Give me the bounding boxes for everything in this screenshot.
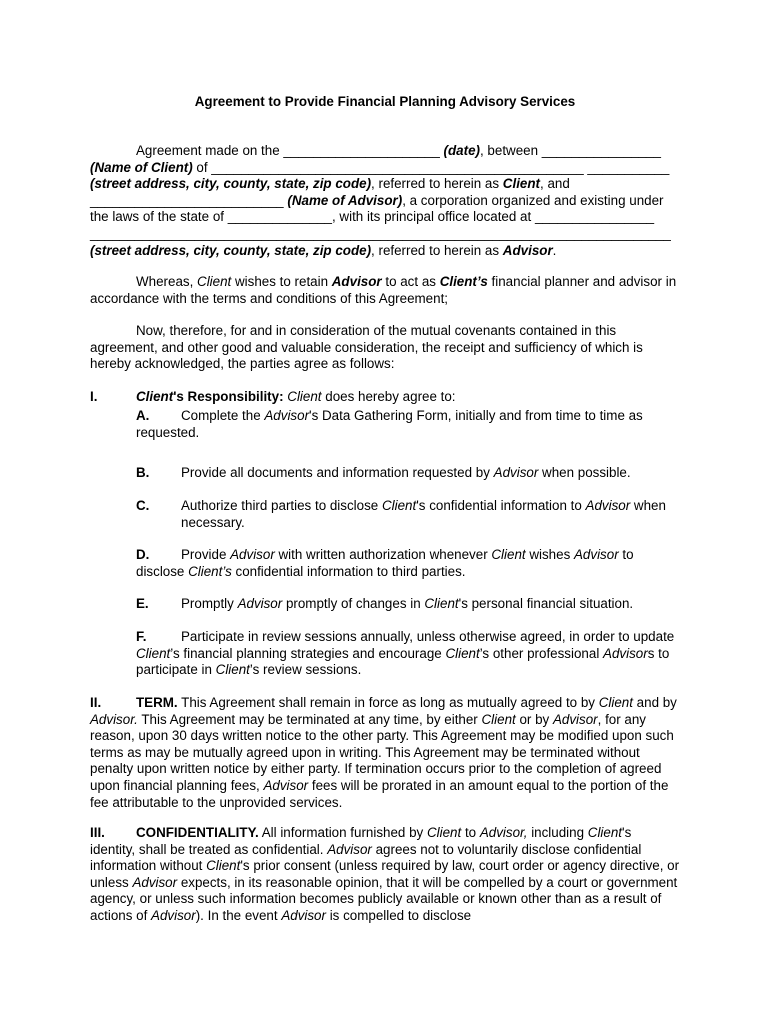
text-fragment: Advisor [327, 841, 372, 857]
text-fragment: Advisor [574, 547, 619, 562]
text-fragment: expects, in its reasonable opinion, that it will be compelled by a court or government agency, or unless such information becomes publicly available or known other than as a result of actions of [90, 874, 678, 923]
document-title: Agreement to Provide Financial Planning Advisory Services [194, 94, 576, 109]
text-fragment: Client’s [439, 274, 488, 289]
text-fragment: Client [502, 176, 540, 192]
text-fragment: to act as [381, 274, 440, 289]
text-fragment: . [552, 242, 557, 258]
text-fragment: ’s review sessions. [249, 662, 362, 678]
text-fragment: Client [136, 389, 174, 404]
text-fragment: to disclose [136, 547, 634, 579]
text-fragment: Client [424, 596, 459, 611]
text-fragment: does hereby agree to: [321, 389, 456, 404]
text-fragment: of [192, 159, 212, 175]
text-fragment: Client [206, 858, 241, 874]
text-fragment: Provide [181, 547, 231, 562]
now-therefore-paragraph [90, 323, 680, 373]
text-fragment: Promptly [181, 596, 238, 611]
text-fragment: Client [136, 645, 171, 661]
text-fragment: Advisor [331, 274, 382, 289]
text-fragment: Authorize third parties to disclose [181, 498, 382, 513]
client-address-blank[interactable]: __________________________________________________ [211, 159, 584, 175]
section-1-item-c [136, 498, 680, 531]
text-fragment: , for any reason, upon 30 days written notice to the other party. This Agreement may be modified upon such terms as may be mutually agreed upon in writing. This Agreement may be terminated without penalty upon written notice by either party. If termination occurs prior to the completion of agreed upon financial planning fees, [90, 711, 674, 793]
text-fragment: (Name of Client) [90, 159, 193, 175]
text-fragment: Client [215, 662, 250, 678]
text-fragment: Participate in review sessions annually, unless otherwise agreed, in order to update [181, 629, 675, 644]
text-fragment: III. [90, 825, 105, 840]
text-fragment: ). In the event [195, 907, 282, 923]
date-blank[interactable]: _____________________ [283, 143, 440, 158]
text-fragment: II. [90, 695, 102, 710]
text-fragment: This Agreement shall remain in force as long as mutually agreed to by [177, 695, 599, 710]
text-fragment: Client [381, 498, 417, 513]
text-fragment: Advisor. [90, 711, 138, 727]
text-fragment: Advisor [230, 547, 275, 562]
state-blank[interactable]: ______________ [227, 209, 332, 225]
text-fragment: B. [136, 465, 150, 480]
text-fragment: Advisor [132, 874, 178, 890]
text-fragment: Advisor [603, 645, 648, 661]
text-fragment: , and [540, 176, 570, 192]
advisor-name-blank[interactable]: __________________________ [90, 192, 284, 208]
text-fragment: fees will be prorated in an amount equal to the portion of the fee attributable to the unprovided services. [90, 777, 669, 810]
text-fragment: F. [136, 629, 147, 644]
text-fragment: I. [90, 389, 98, 404]
text-fragment: Advisor [237, 596, 283, 611]
whereas-paragraph [90, 274, 680, 307]
section-1-item-a [136, 408, 680, 441]
office-blank[interactable]: ________________ [534, 209, 655, 225]
text-fragment: or by [515, 711, 553, 727]
advisor-address-blank[interactable]: ______________________________________________________________________________ [90, 225, 671, 241]
text-fragment: Advisor [585, 498, 631, 513]
text-fragment: Client [445, 645, 480, 661]
text-fragment: when necessary. [181, 498, 666, 530]
text-fragment: (street address, city, county, state, zip code) [90, 176, 372, 192]
text-fragment: CONFIDENTIALITY. [136, 825, 259, 840]
text-fragment: (date) [443, 143, 480, 158]
text-fragment: with written authorization whenever [274, 547, 492, 562]
text-fragment: Provide all documents and information requested by [181, 465, 494, 480]
text-fragment: , a corporation organized and existing under the laws of the state of [90, 192, 664, 225]
text-fragment: wishes [525, 547, 574, 562]
section-1-item-f [136, 629, 680, 679]
text-fragment: Client [587, 825, 623, 840]
text-fragment: Client’s [188, 563, 232, 579]
text-fragment: Agreement made on the [136, 143, 284, 158]
text-fragment: ’s other professional [479, 645, 604, 661]
section-2-term [90, 695, 680, 811]
intro-paragraph [90, 143, 680, 259]
text-fragment: ’s financial planning strategies and encourage [170, 645, 446, 661]
text-fragment: All information furnished by [258, 825, 427, 840]
text-fragment: 's prior consent (unless required by law, court order or agency directive, or unless [90, 858, 680, 890]
client-name-blank[interactable]: ________________ [541, 143, 661, 158]
section-1-item-d [136, 547, 680, 580]
text-fragment: Advisor [264, 408, 310, 423]
text-fragment: Complete the [181, 408, 265, 423]
text-fragment: Advisor, [479, 825, 528, 840]
text-fragment: E. [136, 596, 149, 611]
section-1-item-e [136, 596, 680, 613]
text-fragment: agrees not to voluntarily disclose confidential information without [90, 841, 642, 874]
text-fragment: Client [491, 547, 526, 562]
text-fragment: promptly of changes in [282, 596, 425, 611]
section-3-confidentiality [90, 825, 680, 925]
text-fragment: , with its principal office located at [331, 209, 535, 225]
text-fragment: , referred to herein as [371, 176, 503, 192]
text-fragment: when possible. [538, 465, 631, 480]
text-fragment: Now, therefore, for and in consideration of the mutual covenants contained in this agreement, and other good and valuable consideration, the receipt and sufficiency of which is hereby acknowledged, the parties agree as follows: [90, 323, 643, 372]
text-fragment: 's personal financial situation. [458, 596, 634, 611]
text-fragment: 's identity, shall be treated as confidential. [90, 825, 632, 857]
text-fragment: Client [426, 825, 462, 840]
text-fragment: Client [598, 695, 633, 710]
text-fragment: D. [136, 547, 150, 562]
text-fragment: including [527, 825, 588, 840]
text-fragment: 's Data Gathering Form, initially and from time to time as requested. [136, 408, 643, 440]
text-fragment: (street address, city, county, state, zip code) [90, 242, 372, 258]
text-fragment: A. [136, 408, 150, 423]
text-fragment: financial planner and advisor in accordance with the terms and conditions of this Agreement; [90, 274, 677, 306]
text-fragment: , referred to herein as [371, 242, 503, 258]
text-fragment: TERM. [136, 695, 178, 710]
text-fragment: Client [197, 274, 232, 289]
text-fragment: 's confidential information to [416, 498, 586, 513]
text-fragment: Whereas, [136, 274, 198, 289]
text-fragment: , between [479, 143, 542, 158]
text-fragment: s to participate in [136, 645, 670, 678]
text-fragment: confidential information to third parties. [231, 563, 466, 579]
text-fragment: is compelled to disclose [325, 907, 472, 923]
text-fragment[interactable]: ___________ [587, 159, 670, 175]
text-fragment: Advisor [281, 907, 326, 923]
text-fragment: C. [136, 498, 150, 513]
text-fragment: Advisor [151, 907, 196, 923]
text-fragment: Advisor [493, 465, 539, 480]
text-fragment: This Agreement may be terminated at any time, by either [137, 711, 482, 727]
section-1-item-b [136, 465, 680, 482]
text-fragment: Advisor [552, 711, 598, 727]
text-fragment: wishes to retain [231, 274, 332, 289]
text-fragment: (Name of Advisor) [283, 192, 403, 208]
text-fragment: and by [632, 695, 677, 710]
text-fragment: 's Responsibility: [173, 389, 284, 404]
text-fragment: Client [287, 389, 322, 404]
text-fragment: Client [481, 711, 516, 727]
text-fragment: Advisor [502, 242, 553, 258]
text-fragment: Advisor [263, 777, 309, 793]
text-fragment: to [461, 825, 480, 840]
